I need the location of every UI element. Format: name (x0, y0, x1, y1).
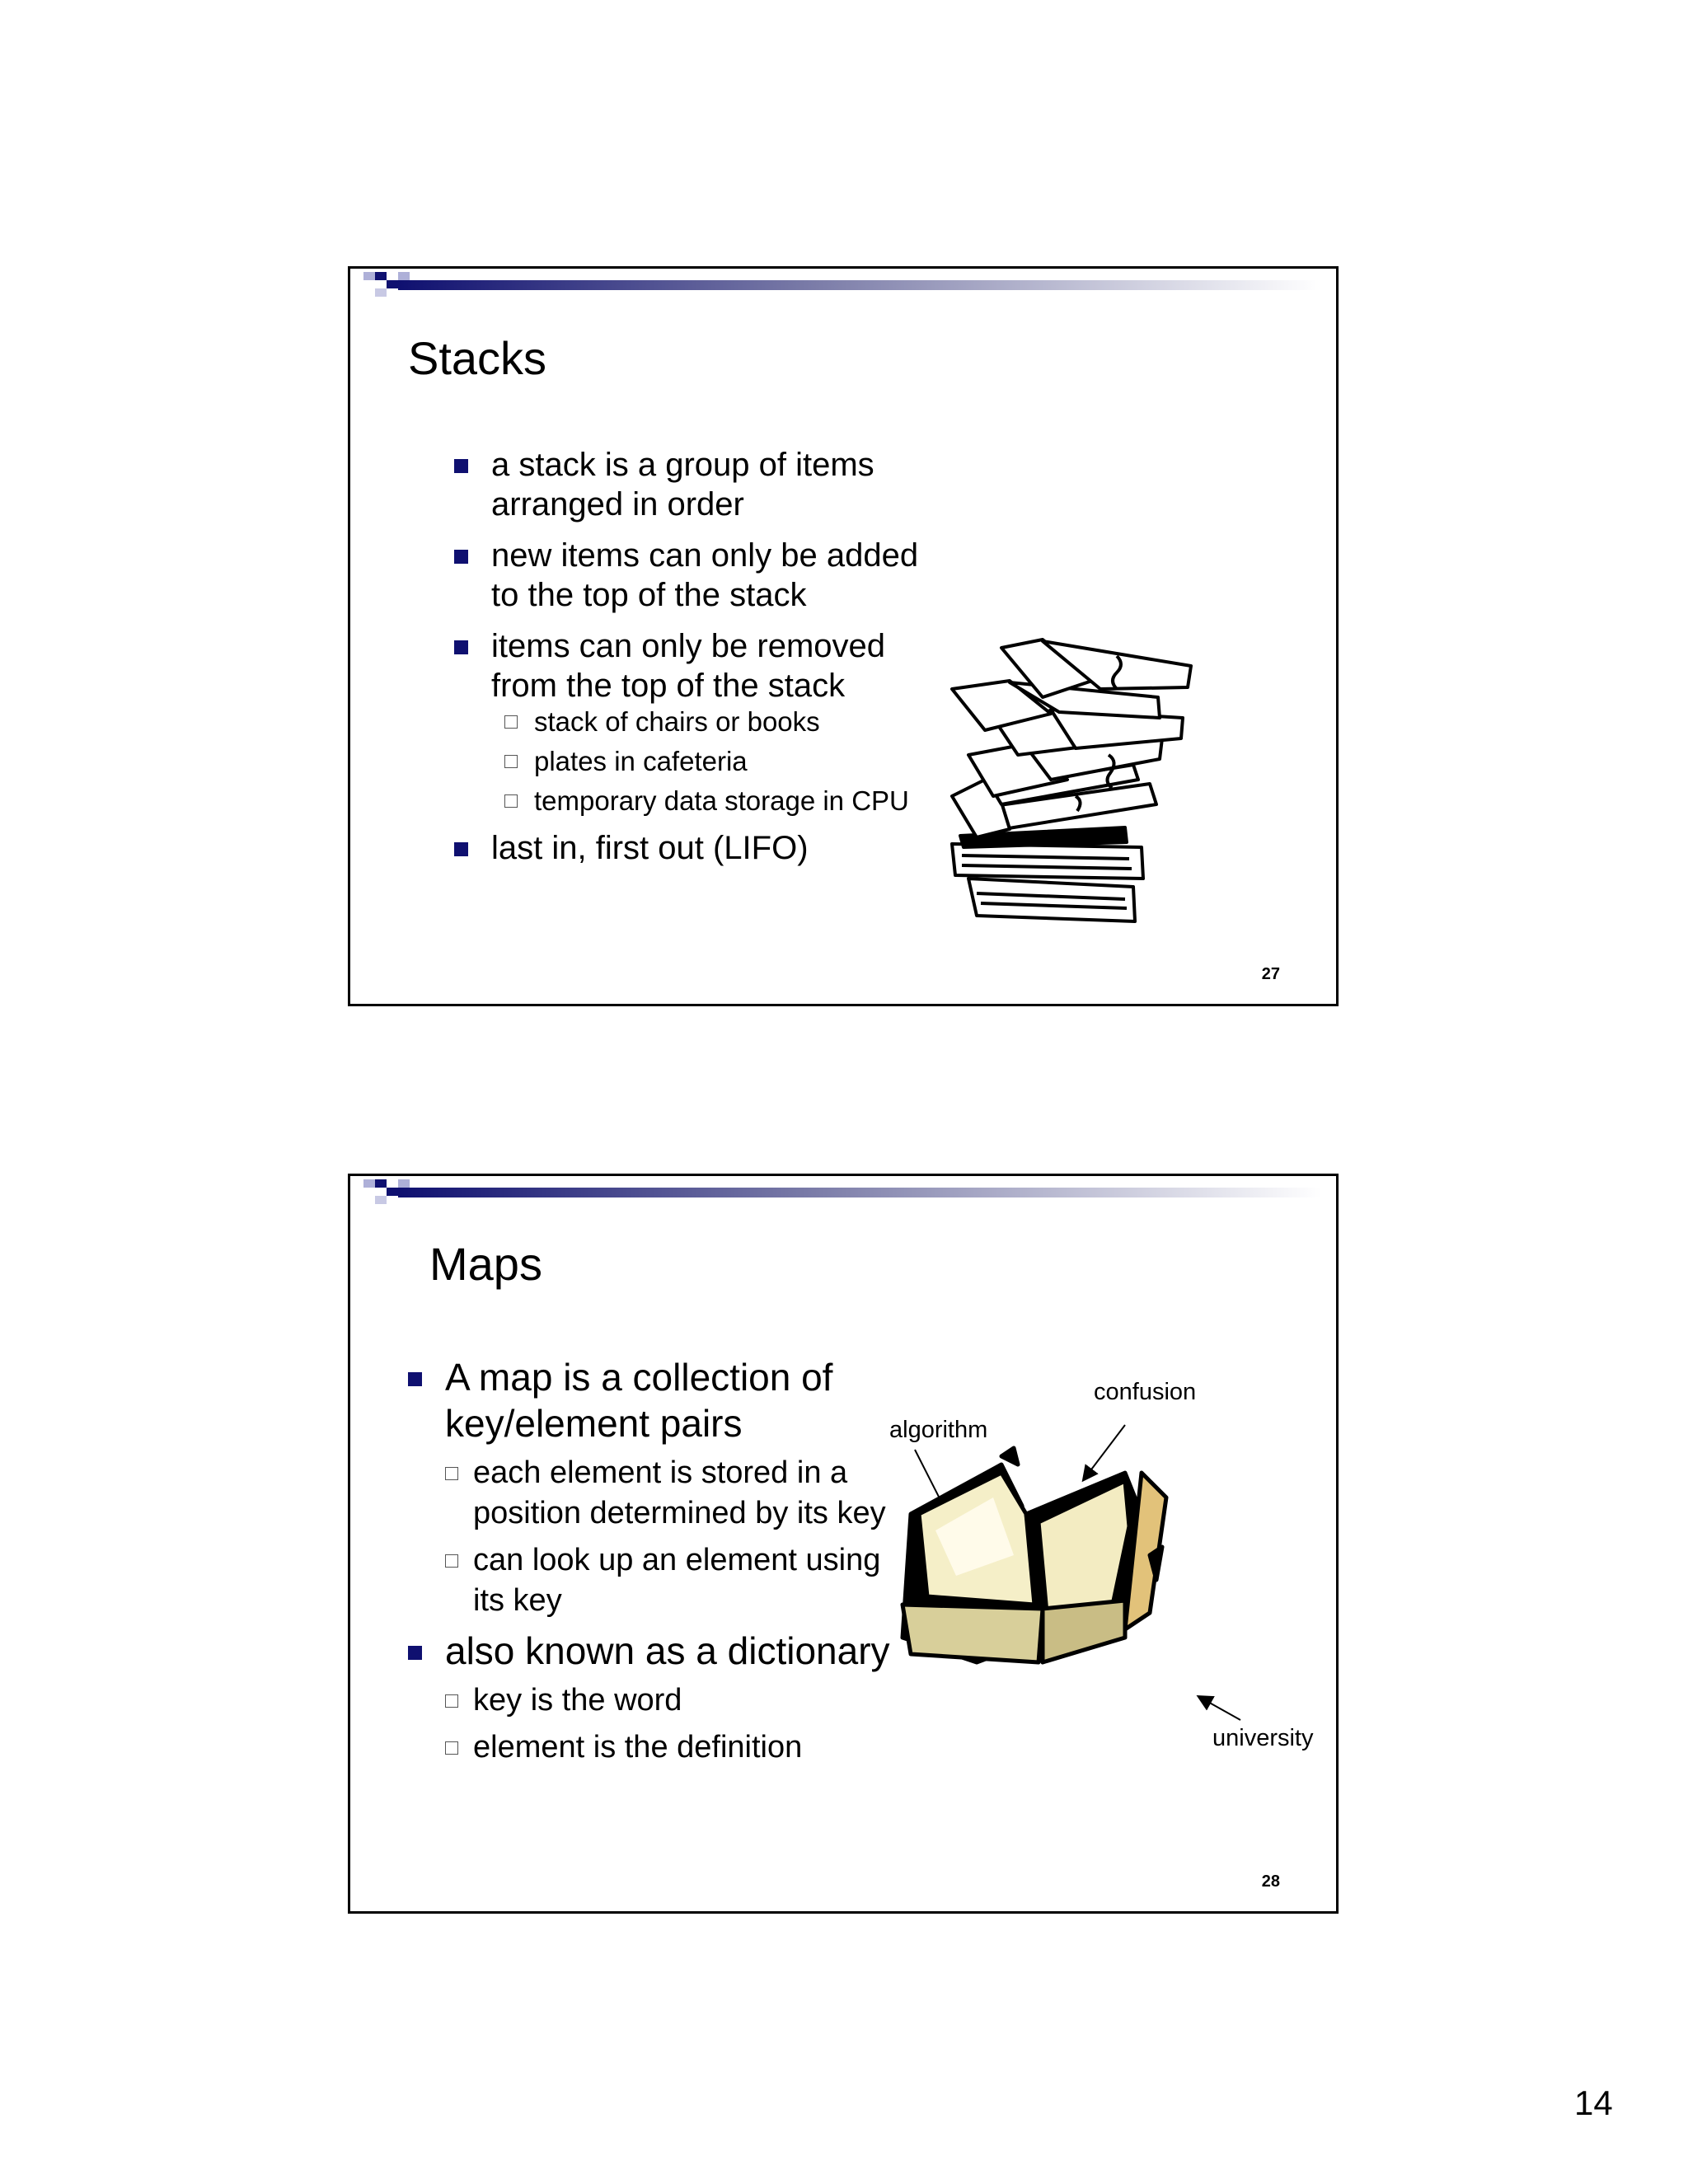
annotation-algorithm: algorithm (889, 1417, 988, 1443)
bullet-item: a stack is a group of items arranged in order (454, 445, 940, 524)
slide-number: 28 (1261, 1872, 1280, 1891)
sub-bullet-list (445, 1453, 903, 1621)
sub-bullet-item: each element is stored in a position determined by its key (445, 1453, 903, 1534)
sub-bullet-item: key is the word (445, 1680, 903, 1721)
bullet-list (454, 445, 940, 879)
bullet-item: also known as a dictionary key is the word element is the definition (408, 1628, 903, 1768)
sub-bullet-list (491, 705, 940, 817)
slide-number: 27 (1261, 965, 1280, 983)
bullet-item: items can only be removed from the top of the stack stack of chairs or books plates in cafeteria temporary data storage in CPU (454, 626, 940, 817)
page-number: 14 (1574, 2083, 1613, 2122)
arrow-university (1199, 1697, 1240, 1720)
sub-bullet-item: can look up an element using its key (445, 1540, 903, 1621)
stack-of-books-image (944, 631, 1224, 944)
bullet-list (408, 1354, 903, 1774)
slide-stacks (348, 266, 1339, 1006)
bullet-item: new items can only be added to the top of the stack (454, 536, 940, 615)
bullet-item: A map is a collection of key/element pairs each element is stored in a position determined by its key can look up an element using its key (408, 1354, 903, 1621)
sub-bullet-item: stack of chairs or books (504, 705, 940, 738)
sub-bullet-item: plates in cafeteria (504, 745, 940, 777)
slide-header-gradient-bar (350, 269, 1336, 302)
sub-bullet-list (445, 1680, 903, 1768)
slide-title: Maps (429, 1238, 542, 1290)
annotation-university: university (1212, 1725, 1314, 1751)
annotation-confusion: confusion (1094, 1379, 1197, 1405)
slide-header-gradient-bar (350, 1176, 1336, 1209)
slide-maps (348, 1174, 1339, 1914)
sub-bullet-item: element is the definition (445, 1727, 903, 1768)
bullet-item: last in, first out (LIFO) (454, 828, 940, 868)
arrow-confusion (1084, 1425, 1125, 1479)
slide-title: Stacks (408, 332, 547, 384)
sub-bullet-item: temporary data storage in CPU (504, 785, 940, 817)
open-book-image (878, 1390, 1339, 1736)
